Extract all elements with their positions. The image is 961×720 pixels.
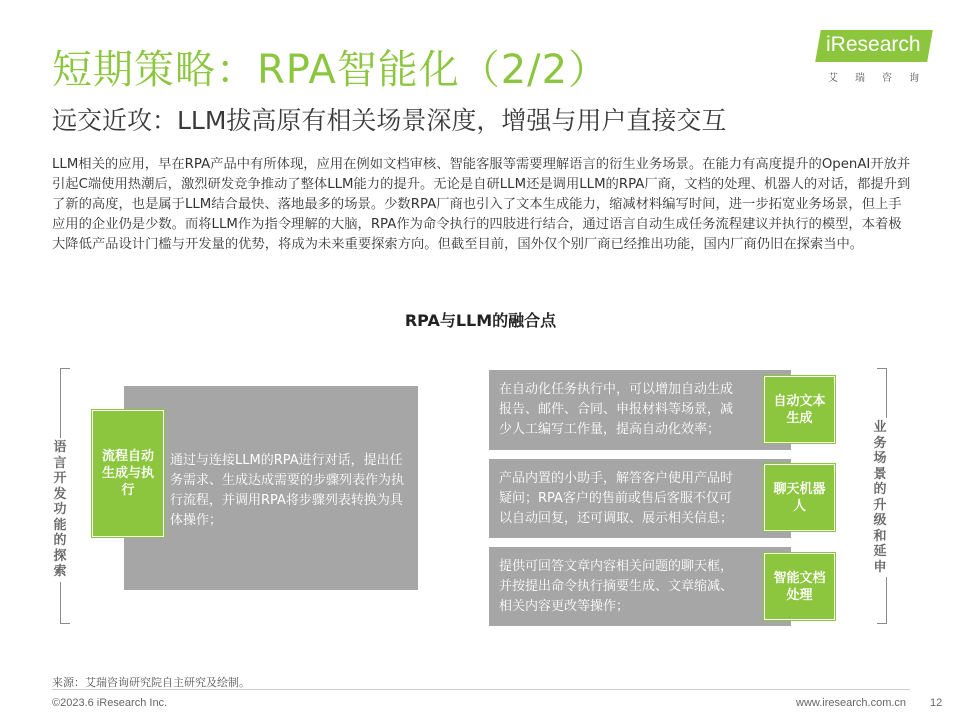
right-box-text-3: 提供可回答文章内容相关问题的聊天框，并按提出命令执行摘要生成、文章缩减、相关内容更改等操作； <box>499 558 734 614</box>
left-green-label: 流程自动生成与执行 <box>92 410 164 537</box>
website-link[interactable]: www.iresearch.com.cn <box>796 697 907 709</box>
right-gray-box-1 <box>489 370 791 450</box>
green-label-doc-processing: 智能文档处理 <box>764 553 835 620</box>
intro-paragraph: LLM相关的应用，早在RPA产品中有所体现，应用在例如文档审核、智能客服等需要理解语言的衍生业务场景。在能力有高度提升的OpenAI开放并引起C端使用热潮后，激烈研发竞争推动了整体LLM能力的提升。无论是自研LLM还是调用LLM的RPA厂商，文档的处理、机器人的对话，都提升到了新的高度，也是属于LLM结合最快、落地最多的场景。少数RPA厂商也引入了文本生成能力，缩减材料编写时间，进一步拓宽业务场景，但上手应用的企业仍是少数。而将LLM作为指令理解的大脑，RPA作为命令执行的四肢进行结合，通过语言自动生成任务流程建议并执行的模型，本着极大降低产品设计门槛与开发量的优势，将成为未来重要探索方向。但截至目前，国外仅个别厂商已经推出功能，国内厂商仍旧在探索当中。 <box>52 157 911 252</box>
logo-text: iResearch <box>826 33 921 56</box>
diagram-title: RPA与LLM的融合点 <box>404 311 557 330</box>
copyright: ©2023.6 iResearch Inc. <box>52 697 168 709</box>
green-label-auto-text: 自动文本生成 <box>764 376 835 443</box>
left-vertical-label: 语言开发功能的探索 <box>52 438 68 582</box>
page-title: 短期策略：RPA智能化（2/2） <box>52 47 610 93</box>
footer-divider <box>52 689 910 690</box>
right-box-text-2: 产品内置的小助手，解答客户使用产品时疑问；RPA客户的售前或售后客服不仅可以自动回复，还可调取、展示相关信息； <box>499 470 734 526</box>
page-subtitle: 远交近攻：LLM拔高原有相关场景深度，增强与用户直接交互 <box>52 106 727 135</box>
right-gray-box-2 <box>489 459 791 538</box>
right-vertical-label: 业务场景的升级和延申 <box>872 418 888 577</box>
right-box-text-1: 在自动化任务执行中，可以增加自动生成报告、邮件、合同、申报材料等场景，减少人工编写工作量，提高自动化效率； <box>499 382 734 437</box>
iresearch-logo <box>818 30 936 84</box>
green-label-chatbot: 聊天机器人 <box>764 464 835 531</box>
page-number: 12 <box>930 697 943 709</box>
source-note: 来源：艾瑞咨询研究院自主研究及绘制。 <box>52 676 250 689</box>
logo-subtext: 艾瑞咨询 <box>828 73 936 84</box>
right-gray-box-3 <box>489 547 791 626</box>
left-panel-text: 通过与连接LLM的RPA进行对话，提出任务需求、生成达成需要的步骤列表作为执行流程，并调用RPA将步骤列表转换为具体操作； <box>170 453 405 528</box>
